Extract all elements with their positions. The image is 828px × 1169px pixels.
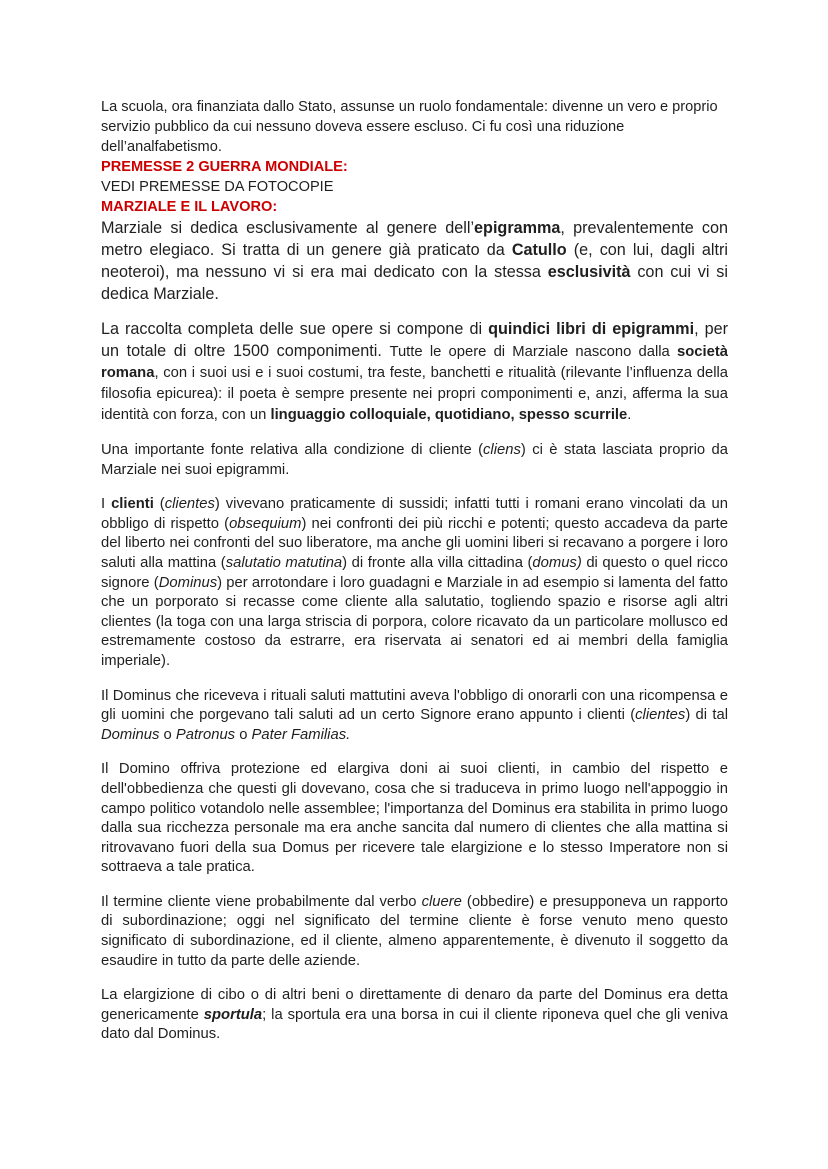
paragraph-7 [101, 495, 728, 671]
text-run: epigramma [474, 219, 561, 237]
text-run: Una importante fonte relativa alla condizione di cliente ( [101, 442, 484, 458]
text-run: cliens [483, 442, 521, 458]
paragraph-8 [101, 687, 728, 746]
text-run: Catullo [511, 241, 567, 259]
text-run: MARZIALE E IL LAVORO: [101, 199, 278, 215]
text-run: obsequium [229, 515, 302, 532]
text-run: ) ci è stata lasciata proprio da Marziale nei suoi epigrammi. [101, 442, 728, 478]
text-run: Patronus [175, 726, 236, 743]
text-run: quindici libri di epigrammi [488, 320, 695, 338]
text-run: Marziale si dedica esclusivamente al genere dell’ [101, 219, 475, 237]
text-run: o [235, 726, 252, 743]
text-run: , con i suoi usi e i suoi costumi, tra feste, banchetti e ritualità (rilevante l’influenza della filosofia epicurea): il poeta è sempre presente nei propri componimenti e, anzi, afferma la sua identità con forza, con un [101, 365, 728, 423]
text-run: ) nei confronti dei più ricchi e potenti; questo accadeva da parte del liberto nei confronti del suo liberatore, ma anche gli uomini liberi si recavano a porgere i loro saluti alla mattina ( [101, 515, 728, 571]
text-run: La elargizione di cibo o di altri beni o direttamente di denaro da parte del Dominus era detta genericamente [101, 987, 728, 1023]
text-run: (obbedire) e presupponeva un rapporto di subordinazione; oggi nel significato del termine cliente è forse venuto meno questo significato di subordinazione, ed il cliente, almeno apparentemente, è divenuto il soggetto da esaudire in tutto da parte delle aziende. [101, 893, 729, 969]
text-run: Dominus [101, 726, 160, 743]
text-run: , per un totale di oltre 1500 componimenti. [101, 320, 728, 360]
text-run: ; la sportula era una borsa in cui il cliente riponeva quel che gli veniva dato dal Dominus. [101, 1006, 728, 1043]
text-run: clientes [635, 707, 686, 724]
text-run: (e, con lui, dagli altri neoteroi), ma nessuno vi si era mai dedicato con la stessa [101, 241, 728, 281]
text-run: linguaggio colloquiale, quotidiano, spesso scurrile [270, 407, 628, 423]
section-heading-1 [101, 157, 728, 177]
text-run: La scuola, ora finanziata dallo Stato, assunse un ruolo fondamentale: divenne un vero e proprio servizio pubblico da cui nessuno doveva essere escluso. Ci fu così una riduzione dell’analfabetismo. [101, 99, 718, 155]
text-run: esclusività [547, 263, 631, 281]
document-body [101, 97, 728, 1060]
text-run: sportula [203, 1006, 263, 1023]
text-run: società romana [101, 344, 728, 381]
text-run: VEDI PREMESSE DA FOTOCOPIE [101, 179, 334, 195]
paragraph-4 [101, 217, 728, 305]
text-run: PREMESSE 2 GUERRA MONDIALE: [101, 159, 348, 175]
text-run: cluere [421, 893, 462, 910]
text-run: di questo o quel ricco signore ( [101, 554, 728, 591]
text-run: Il Domino offriva protezione ed elargiva doni ai suoi clienti, in cambio del rispetto e dell'obbedienza che questi gli dovevano, cosa che si traduceva in primo luogo nell'appoggio in campo politico votandolo nelle assemblee; l'importanza del Dominus era stabilita in primo luogo dalla sua ricchezza personale ma era anche sancita dal numero di clientes che alla mattina si ritrovavano fuori della sua Domus per ricevere tale elargizione e lo stesso Imperatore non si sottraeva a tale pratica. [101, 761, 728, 876]
text-run: Pater Familias. [251, 726, 351, 743]
note-line-2 [101, 177, 728, 197]
text-run: con cui vi si dedica Marziale. [101, 263, 728, 303]
text-run: . [627, 407, 632, 423]
text-run: ) di tal [685, 707, 728, 724]
text-run: ) per arrotondare i loro guadagni e Marziale in ad esempio si lamenta del fatto che un porporato si recasse come cliente alla salutatio, togliendo spazio e risorse agli altri clientes (la toga con una larga striscia di porpora, colore ricavato da un particolare mollusco ed estremamente costoso da estrarre, era riservata ai senatori ed ai membri della famiglia imperiale). [101, 574, 728, 669]
text-run: La raccolta completa delle sue opere si compone di [101, 320, 489, 338]
section-heading-3 [101, 197, 728, 217]
text-run: Il Dominus che riceveva i rituali saluti mattutini aveva l'obbligo di onorarli con una ricompensa e gli uomini che porgevano tali saluti ad un certo Signore erano appunto i clienti ( [101, 687, 728, 724]
paragraph-0 [101, 97, 728, 157]
text-run: ) di fronte alla villa cittadina ( [342, 554, 533, 571]
text-run: , prevalentemente con metro elegiaco. Si tratta di un genere già praticato da [101, 219, 728, 259]
text-run: salutatio matutina [225, 554, 343, 571]
text-run: Il termine cliente viene probabilmente dal verbo [101, 893, 422, 910]
text-run: I [101, 496, 112, 513]
text-run: ) vivevano praticamente di sussidi; infatti tutti i romani erano vincolati da un obbligo di rispetto ( [101, 496, 728, 532]
text-run: ( [153, 496, 165, 513]
text-run: o [159, 726, 176, 743]
text-run: clientes [164, 496, 215, 513]
text-run: clienti [111, 496, 154, 513]
paragraph-10 [101, 893, 728, 971]
paragraph-9 [101, 760, 728, 878]
paragraph-11 [101, 986, 728, 1045]
text-run: domus) [532, 554, 582, 571]
text-run: Tutte le opere di Marziale nascono dalla [389, 344, 677, 360]
paragraph-5 [101, 319, 728, 426]
paragraph-6 [101, 441, 728, 480]
text-run: Dominus [158, 574, 218, 591]
